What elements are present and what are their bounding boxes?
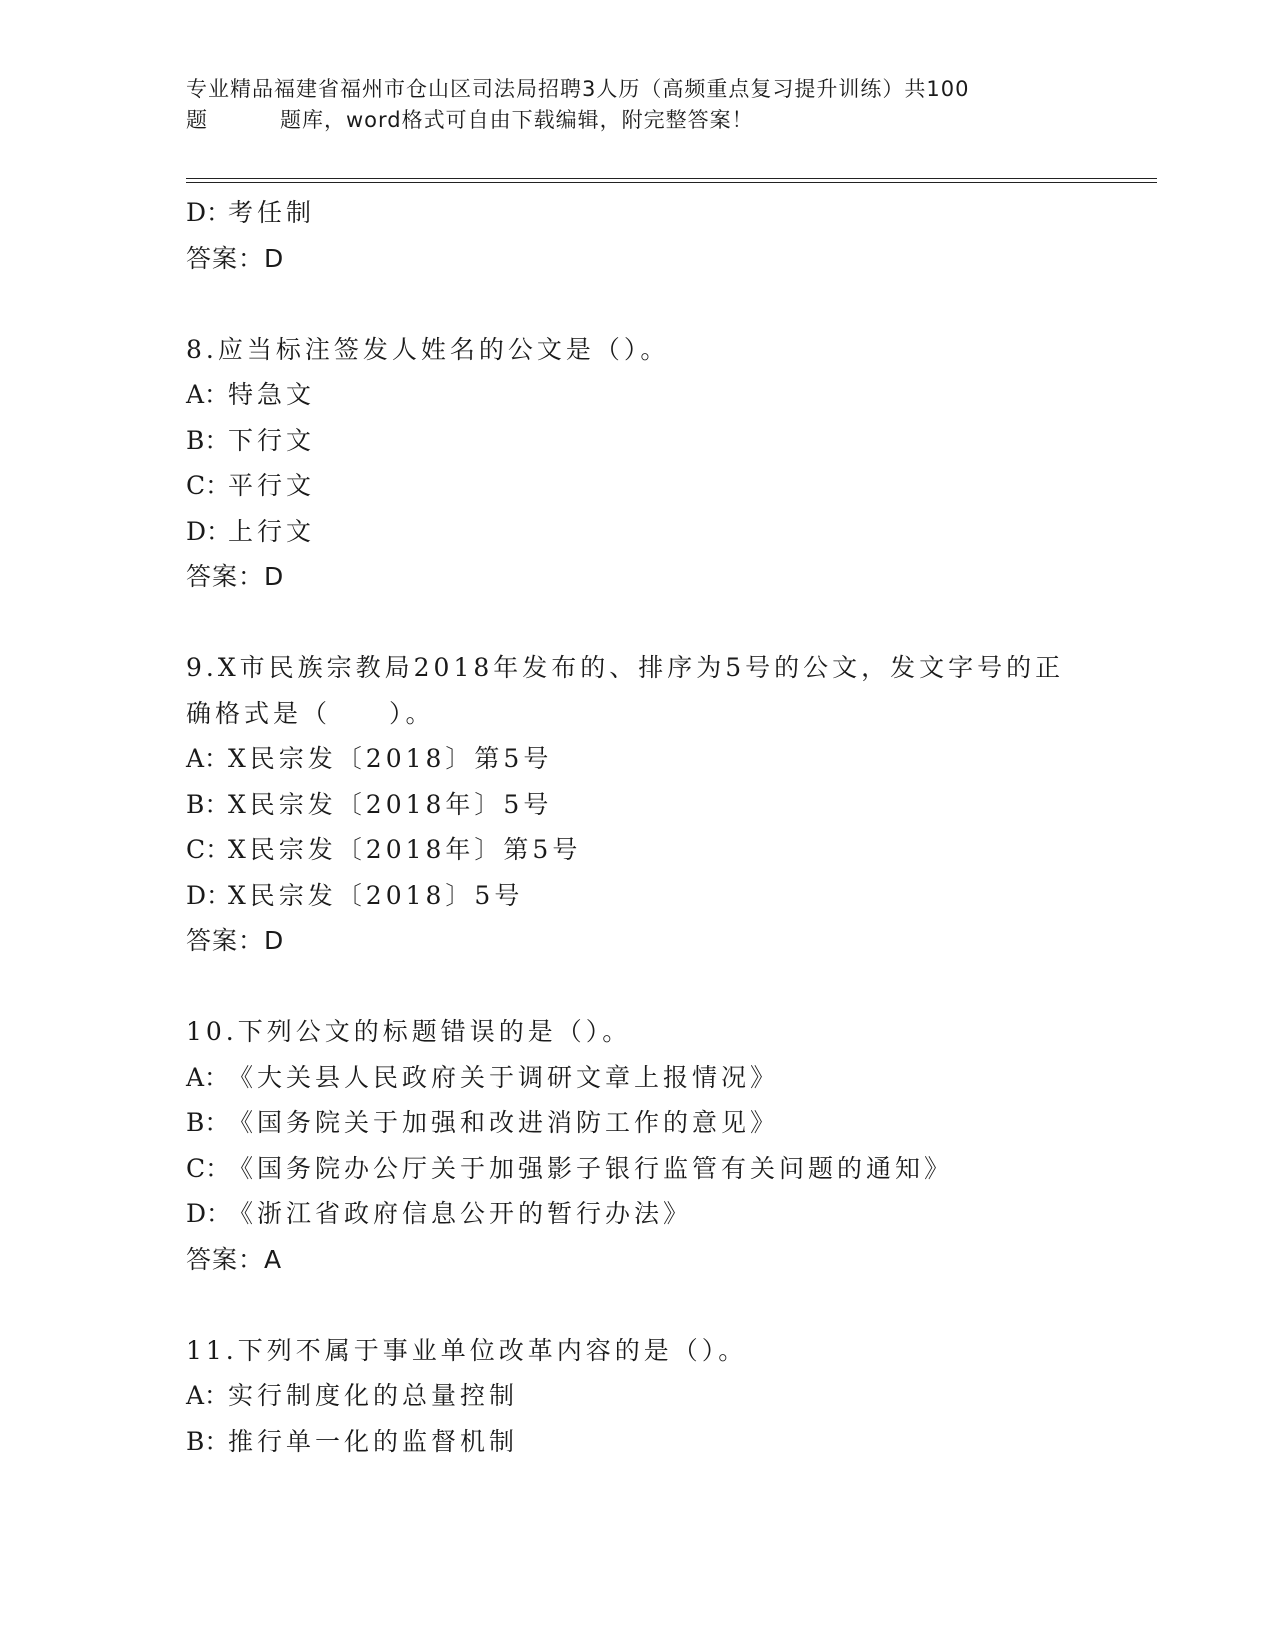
q11-stem: 11.下列不属于事业单位改革内容的是（）。 — [186, 1335, 748, 1365]
q10-answer: 答案：A — [186, 1244, 283, 1274]
option-text: X民宗发〔2018年〕5号 — [228, 789, 553, 819]
option-text: 平行文 — [228, 471, 316, 500]
q8-answer: 答案：D — [186, 562, 285, 591]
header-title-line2 — [186, 105, 1086, 136]
option-text: X民宗发〔2018〕5号 — [228, 880, 524, 910]
q11-option-a — [186, 1373, 1086, 1419]
option-text: 《国务院关于加强和改进消防工作的意见》 — [228, 1108, 780, 1137]
option-key: B： — [186, 1426, 230, 1456]
header-divider-bottom — [186, 182, 1157, 183]
q9-stem-line1: 9.X市民族宗教局2018年发布的、排序为5号的公文，发文字号的正 — [186, 653, 1065, 682]
option-text: 特急文 — [228, 380, 316, 409]
option-key: C： — [186, 835, 231, 864]
question-content — [186, 190, 1086, 1464]
page-header — [186, 74, 1086, 136]
option-key: C： — [186, 471, 231, 500]
q10-option-a — [186, 1055, 1086, 1101]
q9-option-a — [186, 736, 1086, 782]
option-text: 实行制度化的总量控制 — [228, 1381, 519, 1410]
option-text: 上行文 — [228, 516, 316, 546]
option-text: 下行文 — [228, 425, 316, 455]
option-key: A： — [186, 380, 230, 409]
option-key: D： — [186, 880, 232, 910]
header-divider-top — [186, 178, 1157, 179]
option-text: X民宗发〔2018年〕第5号 — [228, 835, 582, 864]
q7-answer: 答案：D — [186, 243, 285, 273]
q7-option-d — [186, 190, 1086, 236]
option-text: 《大关县人民政府关于调研文章上报情况》 — [228, 1062, 780, 1092]
q8-stem: 8.应当标注签发人姓名的公文是（）。 — [186, 334, 670, 364]
q9-option-b — [186, 782, 1086, 828]
option-text: 推行单一化的监督机制 — [228, 1426, 519, 1456]
header-title-line2-start: 题 — [186, 108, 208, 132]
option-key: B： — [186, 425, 230, 455]
q10-stem: 10.下列公文的标题错误的是（）。 — [186, 1017, 632, 1046]
q10-option-d — [186, 1191, 1086, 1237]
option-text: X民宗发〔2018〕第5号 — [228, 744, 553, 773]
option-text: 《浙江省政府信息公开的暂行办法》 — [228, 1199, 693, 1228]
q8-option-a — [186, 372, 1086, 418]
q9-stem-line2: 确格式是（ ）。 — [186, 698, 435, 728]
q9-answer: 答案：D — [186, 926, 285, 955]
q10-option-c — [186, 1146, 1086, 1192]
header-title-line1: 专业精品福建省福州市仓山区司法局招聘3人历（高频重点复习提升训练）共100 — [186, 77, 970, 101]
option-key: C： — [186, 1153, 231, 1183]
option-key: A： — [186, 744, 230, 773]
option-key: A： — [186, 1062, 230, 1092]
header-title-line2-rest: 题库，word格式可自由下载编辑，附完整答案！ — [280, 108, 754, 132]
option-key: D： — [186, 1199, 232, 1228]
option-key: B： — [186, 1108, 230, 1137]
q9-option-c — [186, 827, 1086, 873]
q8-option-d — [186, 509, 1086, 555]
option-key: A： — [186, 1381, 230, 1410]
option-key: D： — [186, 516, 232, 546]
option-key: B： — [186, 789, 230, 819]
q10-option-b — [186, 1100, 1086, 1146]
option-text: 考任制 — [228, 198, 316, 227]
q11-option-b — [186, 1419, 1086, 1465]
option-text: 《国务院办公厅关于加强影子银行监管有关问题的通知》 — [228, 1153, 954, 1183]
q8-option-b — [186, 418, 1086, 464]
q8-option-c — [186, 463, 1086, 509]
q9-option-d — [186, 873, 1086, 919]
option-key: D： — [186, 198, 232, 227]
